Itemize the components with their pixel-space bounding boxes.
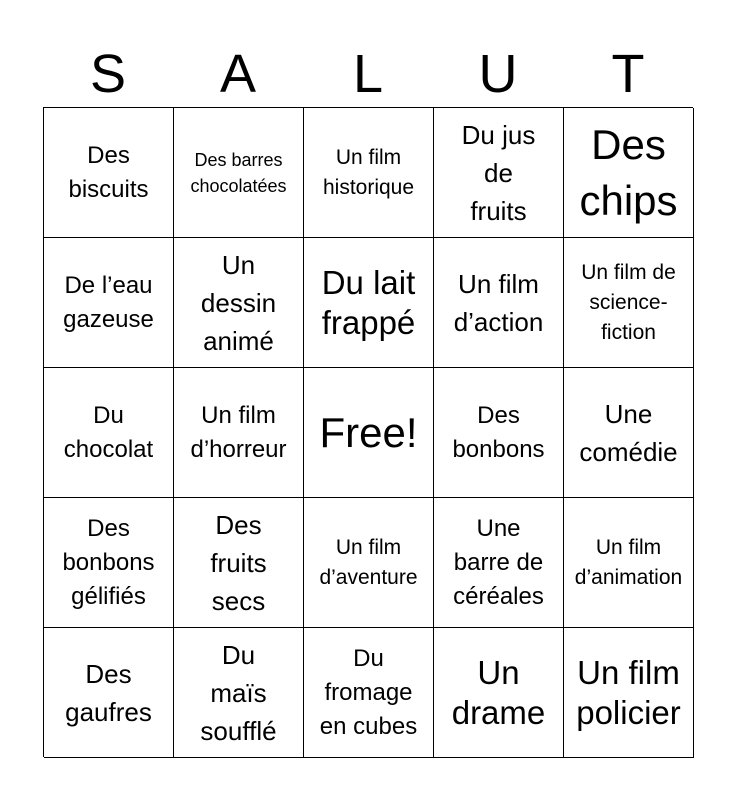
bingo-cell[interactable]: [304, 628, 434, 758]
bingo-cell-label: Une barre de céréales: [453, 514, 544, 610]
header-letter-t: T: [611, 44, 645, 104]
header-letter-u: U: [478, 44, 518, 104]
bingo-cell-label: Un film d’animation: [574, 535, 683, 589]
bingo-cell-label: Des bonbons gélifiés: [62, 514, 155, 610]
bingo-cell[interactable]: [564, 628, 694, 758]
bingo-cell[interactable]: [564, 108, 694, 238]
bingo-cell[interactable]: [434, 498, 564, 628]
bingo-cell[interactable]: [434, 368, 564, 498]
bingo-cell-label: Du maïs soufflé: [200, 639, 277, 746]
bingo-cell[interactable]: [44, 108, 174, 238]
bingo-header: [43, 40, 693, 108]
bingo-cell[interactable]: [174, 368, 304, 498]
bingo-cell-label: Des biscuits: [68, 141, 149, 203]
bingo-cell[interactable]: [44, 238, 174, 368]
bingo-cell[interactable]: [564, 238, 694, 368]
bingo-cell-label: Un film d’horreur: [190, 401, 287, 463]
bingo-cell[interactable]: [44, 368, 174, 498]
bingo-cell-label: Un film d’aventure: [319, 535, 418, 589]
bingo-cell-label: Des chips: [579, 120, 678, 224]
bingo-cell-label: De l’eau gazeuse: [63, 271, 154, 333]
bingo-board: [43, 107, 693, 757]
bingo-cell[interactable]: [434, 238, 564, 368]
bingo-cell[interactable]: [434, 108, 564, 238]
bingo-cell-label: Un film policier: [576, 653, 681, 731]
bingo-cell-label: Des gaufres: [65, 658, 152, 727]
bingo-cell[interactable]: [304, 498, 434, 628]
bingo-cell-label: Du lait frappé: [321, 263, 416, 341]
bingo-cell[interactable]: [434, 628, 564, 758]
bingo-cell[interactable]: [304, 238, 434, 368]
bingo-cell[interactable]: [304, 108, 434, 238]
bingo-cell-label: Des barres chocolatées: [190, 149, 287, 196]
header-letter-l: L: [352, 44, 384, 104]
header-letter-a: A: [219, 44, 257, 104]
bingo-cell-label: Un film de science- fiction: [581, 260, 676, 344]
bingo-cell[interactable]: [44, 628, 174, 758]
bingo-cell[interactable]: [44, 498, 174, 628]
header-letter-s: S: [89, 44, 127, 104]
bingo-cell-label: Du chocolat: [63, 401, 154, 463]
bingo-cell-label: Un film d’action: [453, 268, 544, 337]
bingo-cell-label: Du fromage en cubes: [319, 644, 418, 740]
bingo-cell-label: Des bonbons: [452, 401, 545, 463]
bingo-cell[interactable]: [174, 108, 304, 238]
bingo-cell-label: Free!: [319, 408, 418, 456]
bingo-cell-label: Des fruits secs: [210, 509, 267, 616]
bingo-cell[interactable]: [174, 238, 304, 368]
bingo-cell-label: Une comédie: [579, 398, 678, 467]
bingo-cell[interactable]: [174, 628, 304, 758]
bingo-cell-label: Un film historique: [322, 145, 415, 199]
bingo-cell-label: Un dessin animé: [200, 249, 277, 356]
bingo-free-space[interactable]: [304, 368, 434, 498]
bingo-cell-label: Du jus de fruits: [461, 119, 536, 226]
bingo-cell-label: Un drame: [451, 653, 546, 731]
bingo-cell[interactable]: [174, 498, 304, 628]
bingo-cell[interactable]: [564, 498, 694, 628]
bingo-cell[interactable]: [564, 368, 694, 498]
